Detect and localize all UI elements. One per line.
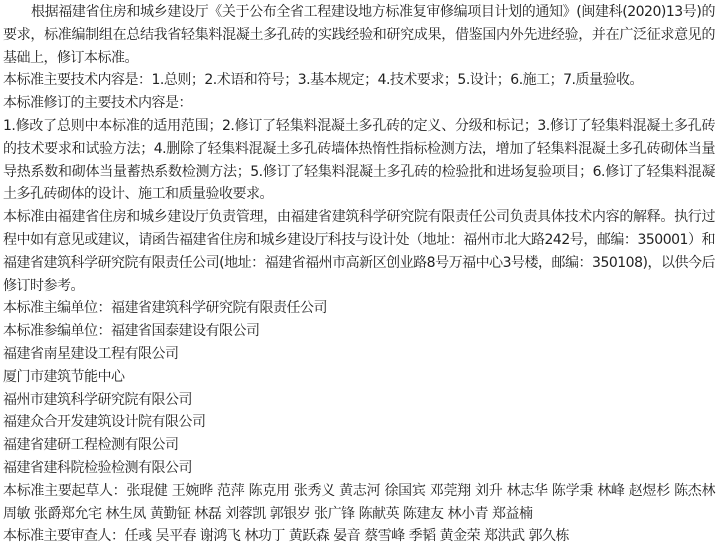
participating-editor-unit: 本标准参编单位：福建省国泰建设有限公司 — [3, 323, 260, 340]
participating-unit-5: 福建省建研工程检测有限公司 — [3, 437, 179, 454]
participating-unit-4: 福建众合开发建筑设计院有限公司 — [3, 414, 206, 431]
participating-unit-6: 福建省建科院检验检测有限公司 — [3, 459, 192, 476]
revision-heading: 本标准修订的主要技术内容是： — [3, 95, 192, 112]
chief-editor-unit: 本标准主编单位：福建省建筑科学研究院有限责任公司 — [3, 300, 327, 317]
intro-paragraph: 根据福建省住房和城乡建设厅《关于公布全省工程建设地方标准复审修编项目计划的通知》(闽建科(2020)13号)的要求，标准编制组在总结我省轻集料混凝土多孔砖的实践经验和研究成果，借鉴国内外先进经验，并在广泛征求意见的基础上，修订本标准。 — [3, 4, 715, 66]
revision-content-paragraph: 1.修改了总则中本标准的适用范围；2.修订了轻集料混凝土多孔砖的定义、分级和标记；3.修订了轻集料混凝土多孔砖的技术要求和试验方法；4.删除了轻集料混凝土多孔砖墙体热惰性指标检测方法，增加了轻集料混凝土多孔砖砌体当量导热系数和砌体当量蓄热系数检测方法；5.修订了轻集料混凝土多孔砖的检验批和进场复验项目；6.修订了轻集料混凝土多孔砖砌体的设计、施工和质量验收要求。 — [3, 117, 715, 203]
management-paragraph: 本标准由福建省住房和城乡建设厅负责管理，由福建省建筑科学研究院有限责任公司负责具体技术内容的解释。执行过程中如有意见或建议，请函告福建省住房和城乡建设厅科技与设计处（地址：福州市北大路242号，邮编：350001）和福建省建筑科学研究院有限责任公司(地址：福建省福州市高新区创业路8号万福中心3号楼，邮编：350108)，以供今后修订时参考。 — [3, 209, 715, 294]
participating-unit-2: 厦门市建筑节能中心 — [3, 368, 125, 385]
participating-unit-3: 福州市建筑科学研究院有限公司 — [3, 391, 192, 408]
drafters-list: 本标准主要起草人：张琨健 王婉晔 范萍 陈克用 张秀义 黄志河 徐国宾 邓莞翔 刘升 林志华 陈学秉 林峰 赵煜杉 陈杰林 周敏 张爵郑允宅 林生凤 黄勤钲 林磊 刘蓉凯 郭银岁 张广锋 陈献英 陈建友 林小青 郑益楠 — [3, 482, 715, 522]
participating-unit-1: 福建省南星建设工程有限公司 — [3, 345, 179, 362]
main-content-paragraph: 本标准主要技术内容是：1.总则；2.术语和符号；3.基本规定；4.技术要求；5.设计；6.施工；7.质量验收。 — [3, 72, 643, 89]
reviewers-list: 本标准主要审查人：任彧 吴平春 谢鸿飞 林功丁 黄跃森 晏音 蔡雪峰 季韬 黄金荣 郑洪武 郭久栋 — [3, 528, 569, 545]
